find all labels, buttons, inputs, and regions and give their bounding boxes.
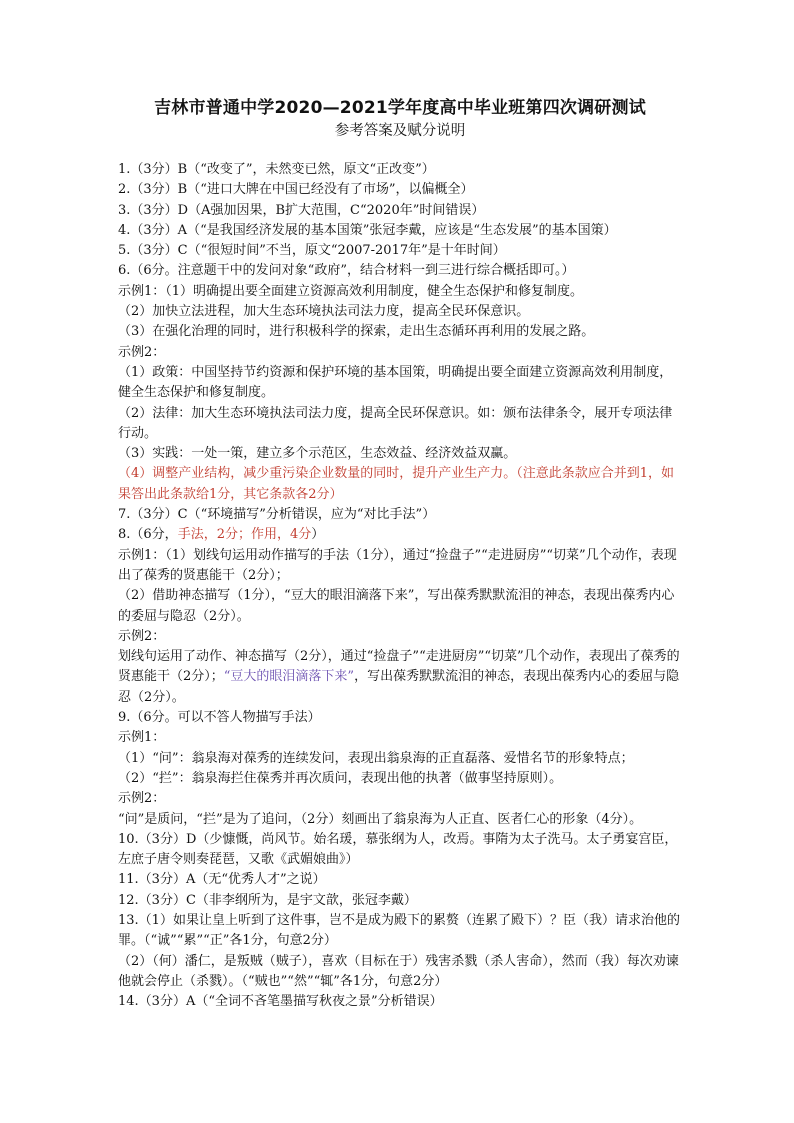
answer-q8-example2-part1: 划线句运用了动作、神态描写（2分），通过“捡盘子”“走进厨房”“切菜”几个动作，表现出了葆秀的贤惠能干（2分）；	[118, 649, 680, 685]
answer-q8	[118, 525, 682, 545]
answer-q2: 2.（3分）B（“进口大牌在中国已经没有了市场”，以偏概全）	[118, 182, 474, 198]
answer-q6-example2-item2: （2）法律：加大生态环境执法司法力度，提高全民环保意识。如：颁布法律条令，展开专项法律行动。	[118, 405, 673, 441]
document-subtitle: 参考答案及赋分说明	[334, 123, 466, 139]
answer-q3: 3.（3分）D（A强加因果，B扩大范围，C“2020年”时间错误）	[118, 202, 485, 218]
answer-q4: 4.（3分）A（“是我国经济发展的基本国策”张冠李戴，应该是“生态发展”的基本国策）	[118, 222, 617, 238]
answer-q13-item2: （2）（何）潘仁，是叛贼（贼子），喜欢（目标在于）残害杀戮（杀人害命），然而（我）每次劝谏他就会停止（杀戮）。（“贼也”“然”“辄”各1分，句意2分）	[118, 953, 679, 989]
answer-q13-item1: 13.（1）如果让皇上听到了这件事，岂不是成为殿下的累赘（连累了殿下）？臣（我）请求治他的罪。（“诚”“累”“正”各1分，句意2分）	[118, 912, 680, 949]
answer-q6: 6.（6分。注意题干中的发问对象“政府”，结合材料一到三进行综合概括即可。）	[118, 263, 575, 279]
answer-q6-example2-item1: （1）政策：中国坚持节约资源和保护环境的基本国策，明确提出要全面建立资源高效利用制度，健全生态保护和修复制度。	[118, 364, 673, 401]
answer-q9-example1-item2: （2）“拦”：翁泉海拦住葆秀并再次质问，表现出他的执著（做事坚持原则）。	[118, 770, 563, 786]
answer-q9-example1-label: 示例1：	[118, 730, 166, 746]
answer-q6-example1-item3: （3）在强化治理的同时，进行积极科学的探索，走出生态循环再利用的发展之路。	[118, 324, 595, 340]
answer-q9-example2-item1: “问”是质问，“拦”是为了追问，（2分）刻画出了翁泉海为人正直、医者仁心的形象（4分）。	[118, 811, 643, 827]
answer-q9-example2-label: 示例2：	[118, 791, 166, 807]
answer-q8-example2-quote: “豆大的眼泪滴落下来”	[223, 669, 355, 685]
answer-q7: 7.（3分）C（“环境描写”分析错误，应为“对比手法”）	[118, 507, 436, 523]
answer-q8-example1-item1: 示例1：（1）划线句运用动作描写的手法（1分），通过“捡盘子”“走进厨房”“切菜”几个动作，表现出了葆秀的贤惠能干（2分）；	[118, 547, 677, 583]
answer-q5: 5.（3分）C（“很短时间”不当，原文“2007-2017年”是十年时间）	[118, 243, 506, 259]
answer-q14: 14.（3分）A（“全词不吝笔墨描写秋夜之景”分析错误）	[118, 994, 443, 1010]
answer-q1: 1.（3分）B（“改变了”，未然变已然，原文“正改变”）	[118, 162, 435, 177]
answer-q8-example2-part2: ，写出葆秀默默流泪的神态，表现出葆秀内心的委屈与隐忍（2分）。	[118, 669, 680, 705]
answer-q8-scoring: 手法，2分；作用，4分	[177, 527, 312, 543]
answer-list	[118, 160, 682, 1012]
answer-q8-example1-item2: （2）借助神态描写（1分），“豆大的眼泪滴落下来”，写出葆秀默默流泪的神态，表现出葆秀内心的委屈与隐忍（2分）。	[118, 588, 675, 624]
answer-q6-example2-label: 示例2：	[118, 344, 166, 360]
answer-q8-prefix: 8.（6分，	[118, 527, 178, 543]
answer-q8-suffix: ）	[311, 527, 325, 543]
answer-q8-example2-text	[118, 647, 682, 708]
answer-q12: 12.（3分）C（非李纲所为，是宇文歆，张冠李戴）	[118, 892, 417, 908]
answer-q11: 11.（3分）A（无“优秀人才”之说）	[118, 872, 326, 888]
answer-q6-example2-item4: （4）调整产业结构，减少重污染企业数量的同时，提升产业生产力。（注意此条款应合并到1，如果答出此条款给1分，其它条款各2分）	[118, 466, 675, 502]
answer-q6-example1-item1: 示例1：（1）明确提出要全面建立资源高效利用制度，健全生态保护和修复制度。	[118, 283, 584, 299]
answer-q10: 10.（3分）D（少慷慨，尚风节。始名瑗，慕张纲为人，改焉。事隋为太子洗马。太子勇宴宫臣，左庶子唐令则奏琵琶，又歌《武媚娘曲》）	[118, 831, 678, 868]
answer-q6-example2-item3: （3）实践：一处一策，建立多个示范区，生态效益、经济效益双赢。	[118, 446, 517, 462]
answer-q9-example1-item1: （1）“问”：翁泉海对葆秀的连续发问，表现出翁泉海的正直磊落、爱惜名节的形象特点；	[118, 750, 634, 766]
document-title: 吉林市普通中学2020—2021学年度高中毕业班第四次调研测试	[154, 98, 646, 118]
answer-q6-example1-item2: （2）加快立法进程，加大生态环境执法司法力度，提高全民环保意识。	[118, 304, 530, 320]
answer-q9: 9.（6分。可以不答人物描写手法）	[118, 710, 321, 726]
answer-q8-example2-label: 示例2：	[118, 628, 166, 644]
